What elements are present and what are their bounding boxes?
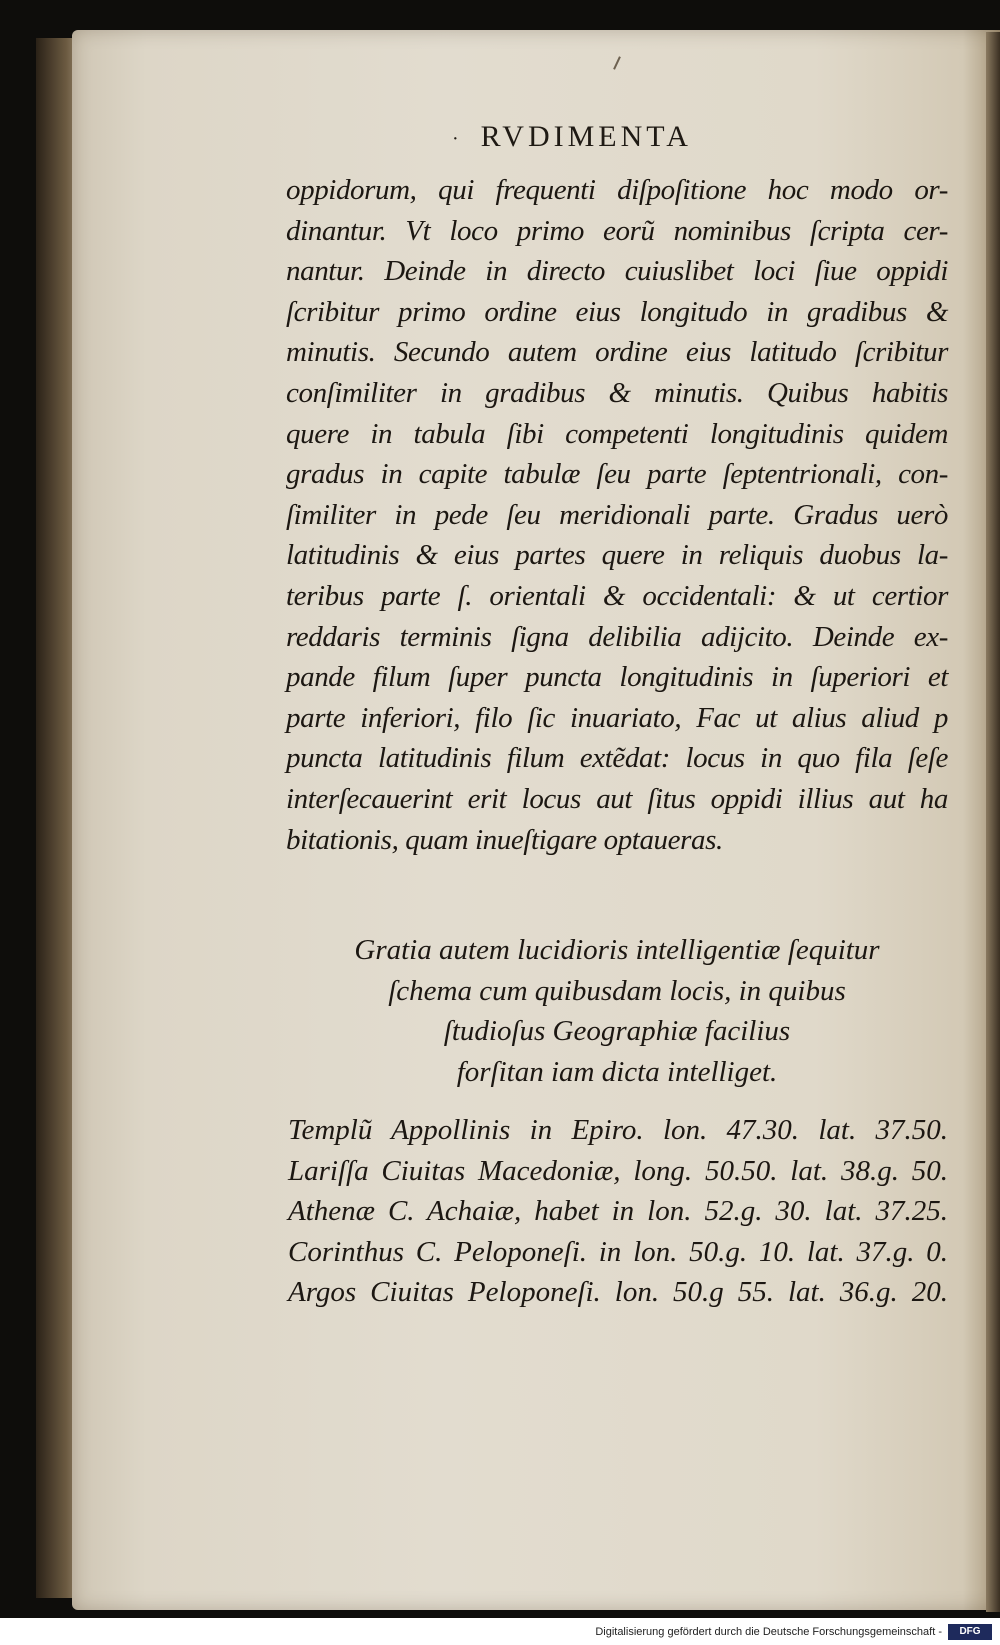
running-head-title: RVDIMENTA [480, 120, 692, 153]
caption-line: forſitan iam dicta intelliget. [456, 1055, 778, 1088]
text-line: ſcribitur primo ordine eius longitudo in gradibus & [286, 295, 948, 328]
text-line: ſimiliter in pede ſeu meridionali parte. Gradus uerò [286, 498, 948, 531]
text-line: bitationis, quam inueſtigare optaueras. [286, 823, 723, 856]
text-line: pande filum ſuper puncta longitudinis in ſuperiori et [286, 661, 948, 694]
text-line: interſecauerint erit locus aut ſitus oppidi illius aut ha [286, 782, 948, 815]
text-line: minutis. Secundo autem ordine eius latitudo ſcribitur [286, 336, 948, 369]
place-entry: Templũ Appollinis in Epiro. lon. 47.30. lat. 37.50. [288, 1114, 948, 1146]
text-line: latitudinis & eius partes quere in reliquis duobus la- [286, 539, 948, 572]
schema-caption [286, 930, 948, 1092]
facing-page-edge [986, 32, 1000, 1612]
caption-line: ſchema cum quibusdam locis, in quibus [388, 974, 846, 1007]
running-head-ornament: · [452, 127, 463, 150]
place-entry: Corinthus C. Peloponeſi. in lon. 50.g. 10. lat. 37.g. 0. [288, 1235, 948, 1268]
running-head [452, 120, 752, 164]
text-line: puncta latitudinis filum extẽdat: locus in quo fila ſeſe [286, 742, 948, 775]
text-line: oppidorum, qui frequenti diſpoſitione hoc modo or- [286, 174, 948, 206]
text-line: gradus in capite tabulæ ſeu parte ſeptentrionali, con- [286, 458, 948, 491]
caption-line: ſtudioſus Geographiæ facilius [443, 1015, 791, 1047]
funding-note: Digitalisierung gefördert durch die Deutsche Forschungsgemeinschaft - [595, 1626, 942, 1638]
text-line: quere in tabula ſibi competenti longitudinis quidem [286, 417, 948, 450]
main-paragraph [286, 170, 948, 860]
place-entry: Athenæ C. Achaiæ, habet in lon. 52.g. 30. lat. 37.25. [288, 1195, 948, 1227]
dfg-logo: DFG [948, 1624, 992, 1640]
text-line: teribus parte ſ. orientali & occidentali: & ut certior [286, 579, 948, 612]
text-line: nantur. Deinde in directo cuiuslibet loci ſiue oppidi [286, 255, 948, 288]
text-line: reddaris terminis ſigna delibilia adijcito. Deinde ex- [286, 620, 948, 653]
text-line: dinantur. Vt loco primo eorũ nominibus ſcripta cer- [286, 214, 948, 247]
text-line: conſimiliter in gradibus & minutis. Quibus habitis [286, 376, 948, 409]
place-entry: Lariſſa Ciuitas Macedoniæ, long. 50.50. lat. 38.g. 50. [288, 1154, 948, 1187]
text-line: parte inferiori, filo ſic inuariato, Fac ut alius aliud p [286, 701, 948, 734]
place-entry: Argos Ciuitas Peloponeſi. lon. 50.g 55. lat. 36.g. 20. [288, 1276, 948, 1308]
caption-line: Gratia autem lucidioris intelligentiæ ſequitur [354, 934, 880, 966]
place-list [288, 1110, 948, 1313]
